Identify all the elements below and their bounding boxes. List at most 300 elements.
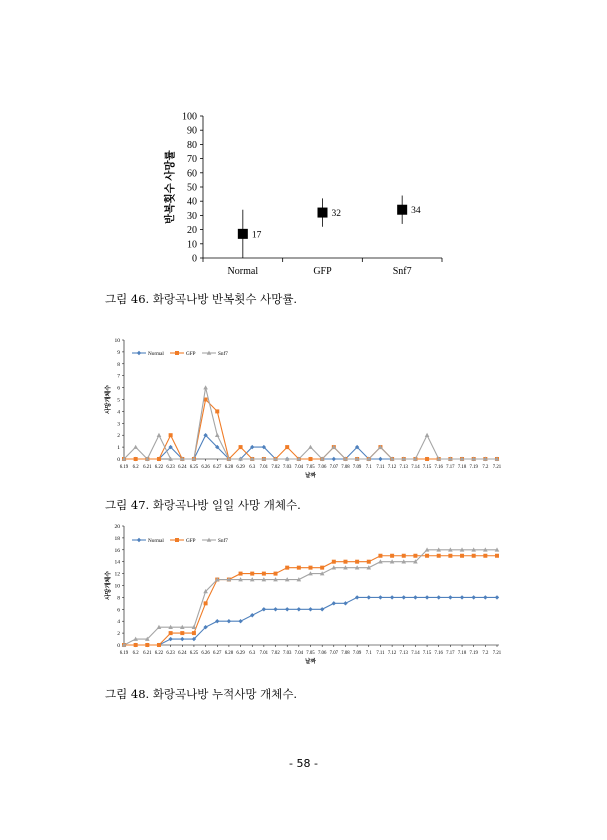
data-point-snf7 — [460, 457, 465, 461]
x-tick-label: 7.14 — [411, 465, 420, 470]
data-point-normal — [180, 637, 184, 641]
y-tick-label: 9 — [117, 349, 120, 356]
data-point-gfp — [180, 631, 184, 635]
x-tick-label: 7.06 — [317, 651, 327, 656]
data-point-gfp — [495, 457, 499, 461]
x-tick-label: 7.17 — [446, 465, 455, 470]
data-point-snf7 — [355, 565, 360, 569]
data-point-gfp — [318, 208, 328, 218]
data-point-gfp — [192, 631, 196, 635]
data-label: 34 — [411, 206, 421, 217]
series-line-snf7 — [124, 550, 497, 645]
data-point-normal — [250, 445, 254, 449]
legend-marker — [207, 538, 212, 542]
y-tick-label: 2 — [117, 631, 120, 638]
data-point-snf7 — [436, 457, 441, 461]
data-point-normal — [238, 457, 242, 461]
legend-entry: Normal — [148, 351, 164, 357]
x-tick-label: 6.22 — [154, 651, 164, 656]
x-tick-label: 6.3 — [249, 465, 256, 470]
data-point-snf7 — [320, 457, 325, 461]
data-point-snf7 — [227, 577, 232, 581]
legend-entry: GFP — [186, 351, 196, 357]
data-point-gfp — [157, 457, 161, 461]
data-point-gfp — [122, 457, 126, 461]
data-point-normal — [378, 595, 382, 599]
x-tick-label: 7.19 — [469, 651, 478, 656]
data-point-normal — [390, 457, 394, 461]
data-point-snf7 — [122, 457, 127, 461]
data-point-snf7 — [192, 625, 197, 629]
data-point-gfp — [285, 445, 289, 449]
y-axis-label: 사망개체수 — [106, 571, 112, 600]
x-tick-label: 7.05 — [306, 651, 315, 656]
figure-46-chart — [0, 0, 607, 290]
x-tick-label: 7.07 — [329, 651, 339, 656]
data-point-normal — [495, 457, 499, 461]
data-point-snf7 — [262, 577, 267, 581]
data-point-snf7 — [238, 577, 243, 581]
data-point-normal — [297, 607, 301, 611]
data-point-normal — [203, 625, 207, 629]
data-point-snf7 — [495, 457, 500, 461]
x-tick-label: 7.07 — [329, 465, 339, 470]
data-point-normal — [460, 457, 464, 461]
x-tick-label: 7.09 — [352, 465, 362, 470]
data-point-gfp — [145, 643, 149, 647]
x-tick-label: 7.16 — [434, 465, 443, 470]
data-point-snf7 — [122, 643, 127, 647]
data-point-snf7 — [215, 433, 220, 437]
data-point-normal — [378, 457, 382, 461]
data-point-normal — [192, 457, 196, 461]
x-tick-label: 7.21 — [492, 465, 502, 470]
x-tick-label: 7.15 — [422, 465, 432, 470]
y-tick-label: 8 — [117, 361, 120, 368]
data-point-normal — [308, 607, 312, 611]
x-tick-label: 6.25 — [189, 465, 199, 470]
data-point-normal — [145, 457, 149, 461]
data-point-gfp — [367, 457, 371, 461]
data-point-gfp — [239, 445, 243, 449]
y-tick-label: 80 — [187, 139, 197, 151]
legend-entry: Normal — [148, 538, 164, 544]
series-line-gfp — [124, 400, 497, 460]
data-point-gfp — [355, 560, 359, 564]
data-point-snf7 — [262, 457, 267, 461]
y-tick-label: 60 — [187, 168, 197, 180]
y-tick-label: 4 — [117, 619, 120, 626]
data-label: 17 — [251, 230, 262, 241]
x-tick-label: 6.27 — [213, 465, 222, 470]
x-tick-label: 6.24 — [178, 651, 187, 656]
data-point-gfp — [262, 572, 266, 576]
data-point-normal — [168, 445, 172, 449]
data-point-gfp — [343, 457, 347, 461]
y-tick-label: 90 — [187, 125, 197, 137]
x-tick-label: 6.27 — [213, 651, 222, 656]
x-tick-label: 7.11 — [376, 465, 385, 470]
data-point-gfp — [343, 560, 347, 564]
legend-marker — [137, 351, 141, 355]
x-tick-label: 7.09 — [352, 651, 362, 656]
data-point-snf7 — [203, 385, 208, 389]
data-point-normal — [402, 457, 406, 461]
x-tick-label: 7.02 — [271, 651, 280, 656]
data-point-gfp — [250, 572, 254, 576]
data-point-normal — [262, 607, 266, 611]
data-point-gfp — [192, 457, 196, 461]
x-tick-label: 7.06 — [317, 465, 327, 470]
legend-marker — [207, 351, 212, 355]
figure-48-caption: 그림 48. 화랑곡나방 누적사망 개체수. — [105, 687, 298, 701]
x-tick-label: 6.2 — [132, 465, 139, 470]
data-point-gfp — [390, 457, 394, 461]
data-point-gfp — [204, 601, 208, 605]
data-point-gfp — [483, 554, 487, 558]
data-point-gfp — [297, 566, 301, 570]
data-point-gfp — [425, 457, 429, 461]
data-point-normal — [343, 601, 347, 605]
data-point-snf7 — [285, 457, 290, 461]
data-point-gfp — [134, 457, 138, 461]
y-tick-label: 10 — [187, 239, 197, 251]
x-tick-label: 6.25 — [189, 651, 199, 656]
data-point-snf7 — [448, 547, 453, 551]
data-point-gfp — [472, 457, 476, 461]
data-point-gfp — [250, 457, 254, 461]
data-point-normal — [367, 595, 371, 599]
y-tick-label: 20 — [187, 225, 197, 237]
y-tick-label: 20 — [114, 524, 120, 530]
data-point-snf7 — [168, 625, 173, 629]
data-point-normal — [285, 607, 289, 611]
data-point-snf7 — [168, 457, 173, 461]
x-tick-label: 7.04 — [294, 465, 304, 470]
series-line-gfp — [124, 556, 497, 645]
data-point-snf7 — [425, 547, 430, 551]
x-tick-label: GFP — [313, 266, 332, 277]
data-point-snf7 — [215, 577, 220, 581]
data-point-normal — [483, 457, 487, 461]
y-tick-label: 18 — [114, 535, 120, 542]
data-point-snf7 — [145, 637, 150, 641]
data-point-snf7 — [366, 457, 371, 461]
data-point-snf7 — [332, 445, 337, 449]
y-tick-label: 6 — [117, 607, 120, 614]
data-point-normal — [471, 595, 475, 599]
x-axis-label: 날짜 — [305, 659, 316, 665]
x-tick-label: 6.28 — [224, 651, 234, 656]
data-point-snf7 — [308, 571, 313, 575]
y-tick-label: 50 — [187, 182, 197, 194]
data-point-snf7 — [378, 559, 383, 563]
series-line-normal — [124, 435, 497, 459]
data-point-normal — [157, 457, 161, 461]
data-point-gfp — [239, 572, 243, 576]
data-point-normal — [332, 601, 336, 605]
data-point-snf7 — [145, 457, 150, 461]
data-point-normal — [297, 457, 301, 461]
data-point-snf7 — [227, 457, 232, 461]
data-point-gfp — [367, 560, 371, 564]
data-point-gfp — [215, 578, 219, 582]
x-tick-label: 6.3 — [249, 651, 256, 656]
data-point-normal — [227, 619, 231, 623]
x-tick-label: 7.13 — [399, 651, 408, 656]
data-point-gfp — [145, 457, 149, 461]
data-point-snf7 — [471, 457, 476, 461]
data-point-gfp — [157, 643, 161, 647]
y-tick-label: 2 — [117, 433, 120, 440]
legend-marker — [175, 351, 179, 355]
data-point-normal — [215, 619, 219, 623]
data-point-snf7 — [343, 457, 348, 461]
data-point-snf7 — [436, 547, 441, 551]
x-tick-label: 7.2 — [482, 465, 489, 470]
data-point-gfp — [262, 457, 266, 461]
data-point-normal — [413, 595, 417, 599]
data-point-gfp — [297, 457, 301, 461]
data-point-gfp — [483, 457, 487, 461]
data-point-gfp — [285, 566, 289, 570]
y-tick-label: 100 — [182, 111, 197, 123]
x-tick-label: 7.03 — [282, 465, 292, 470]
data-point-snf7 — [401, 559, 406, 563]
data-point-gfp — [309, 457, 313, 461]
data-point-gfp — [122, 643, 126, 647]
data-point-normal — [145, 643, 149, 647]
y-tick-label: 0 — [117, 457, 120, 463]
data-point-gfp — [413, 457, 417, 461]
data-point-snf7 — [180, 457, 185, 461]
data-point-snf7 — [413, 457, 418, 461]
x-tick-label: 7.08 — [341, 651, 350, 656]
x-tick-label: 6.23 — [166, 465, 175, 470]
x-tick-label: 7.1 — [365, 465, 372, 470]
x-tick-label: Snf7 — [392, 266, 412, 277]
y-tick-label: 3 — [117, 421, 120, 428]
data-point-gfp — [402, 554, 406, 558]
data-point-normal — [168, 637, 172, 641]
data-point-snf7 — [471, 547, 476, 551]
y-tick-label: 14 — [114, 559, 120, 566]
data-point-normal — [448, 457, 452, 461]
x-tick-label: 7.08 — [341, 465, 350, 470]
x-tick-label: 7.01 — [259, 465, 269, 470]
data-point-snf7 — [285, 577, 290, 581]
x-tick-label: 6.19 — [119, 465, 129, 470]
data-point-gfp — [227, 457, 231, 461]
data-point-normal — [133, 457, 137, 461]
y-tick-label: 8 — [117, 595, 120, 602]
y-tick-label: 12 — [114, 571, 120, 578]
data-point-snf7 — [238, 457, 243, 461]
legend-marker — [137, 538, 141, 542]
data-point-gfp — [413, 554, 417, 558]
data-point-normal — [390, 595, 394, 599]
data-point-snf7 — [448, 457, 453, 461]
y-tick-label: 7 — [117, 373, 120, 380]
data-point-normal — [367, 457, 371, 461]
data-point-gfp — [320, 457, 324, 461]
data-point-normal — [133, 643, 137, 647]
legend-entry: GFP — [186, 538, 196, 544]
x-tick-label: 7.02 — [271, 465, 280, 470]
x-tick-label: 6.22 — [154, 465, 164, 470]
x-tick-label: 7.01 — [259, 651, 269, 656]
data-point-snf7 — [180, 625, 185, 629]
figure-47-caption: 그림 47. 화랑곡나방 일일 사망 개체수. — [105, 498, 301, 512]
legend-entry: Snf7 — [218, 351, 228, 357]
data-point-snf7 — [460, 547, 465, 551]
data-point-gfp — [332, 560, 336, 564]
data-point-snf7 — [133, 445, 138, 449]
figure-46-caption: 그림 46. 화랑곡나방 반복횟수 사망률. — [105, 292, 298, 306]
x-tick-label: 7.04 — [294, 651, 304, 656]
data-point-gfp — [134, 643, 138, 647]
y-tick-label: 0 — [192, 253, 197, 265]
y-tick-label: 5 — [117, 397, 120, 404]
x-tick-label: 7.03 — [282, 651, 292, 656]
data-point-gfp — [378, 554, 382, 558]
data-point-gfp — [437, 554, 441, 558]
data-point-snf7 — [203, 589, 208, 593]
data-point-gfp — [402, 457, 406, 461]
data-point-gfp — [169, 433, 173, 437]
data-point-snf7 — [250, 457, 255, 461]
data-point-gfp — [437, 457, 441, 461]
data-point-normal — [355, 595, 359, 599]
data-point-snf7 — [297, 457, 302, 461]
y-tick-label: 16 — [114, 547, 120, 554]
data-point-normal — [425, 595, 429, 599]
data-point-snf7 — [366, 565, 371, 569]
data-point-gfp — [355, 457, 359, 461]
data-point-gfp — [448, 457, 452, 461]
data-point-snf7 — [483, 457, 488, 461]
legend-marker — [175, 538, 179, 542]
y-tick-label: 1 — [117, 445, 120, 452]
data-point-gfp — [274, 572, 278, 576]
y-axis-label: 사망개체수 — [106, 385, 112, 414]
data-point-normal — [308, 457, 312, 461]
data-point-normal — [157, 643, 161, 647]
page-number: - 58 - — [289, 757, 318, 770]
y-tick-label: 10 — [114, 583, 120, 590]
x-tick-label: 7.13 — [399, 465, 408, 470]
data-point-snf7 — [192, 457, 197, 461]
x-tick-label: 7.1 — [365, 651, 372, 656]
data-point-normal — [471, 457, 475, 461]
data-point-normal — [402, 595, 406, 599]
data-point-snf7 — [397, 205, 407, 215]
x-tick-label: 6.21 — [143, 465, 152, 470]
x-tick-label: 6.2 — [132, 651, 139, 656]
data-point-snf7 — [273, 457, 278, 461]
data-point-normal — [425, 457, 429, 461]
data-point-snf7 — [273, 577, 278, 581]
data-point-normal — [238, 619, 242, 623]
data-point-gfp — [215, 409, 219, 413]
data-point-snf7 — [413, 559, 418, 563]
data-point-normal — [180, 457, 184, 461]
data-point-gfp — [472, 554, 476, 558]
x-tick-label: 7.2 — [482, 651, 489, 656]
data-point-gfp — [227, 578, 231, 582]
x-tick-label: 7.16 — [434, 651, 443, 656]
data-point-normal — [250, 613, 254, 617]
series-line-snf7 — [124, 388, 497, 459]
x-tick-label: 6.28 — [224, 465, 234, 470]
x-tick-label: 7.11 — [376, 651, 385, 656]
data-point-normal — [273, 457, 277, 461]
data-point-normal — [122, 643, 126, 647]
data-point-normal — [320, 607, 324, 611]
data-point-snf7 — [483, 547, 488, 551]
data-point-snf7 — [332, 565, 337, 569]
data-point-snf7 — [157, 433, 162, 437]
data-point-gfp — [274, 457, 278, 461]
x-tick-label: 6.24 — [178, 465, 187, 470]
data-point-normal — [320, 457, 324, 461]
x-tick-label: 7.12 — [387, 651, 397, 656]
x-tick-label: 6.21 — [143, 651, 152, 656]
data-point-normal — [122, 457, 126, 461]
data-point-normal — [273, 607, 277, 611]
x-tick-label: 6.29 — [236, 651, 245, 656]
series-line-normal — [124, 597, 497, 645]
data-point-snf7 — [495, 547, 500, 551]
y-tick-label: 70 — [187, 154, 197, 166]
x-tick-label: 6.19 — [119, 651, 129, 656]
data-point-snf7 — [378, 445, 383, 449]
x-tick-label: 7.21 — [492, 651, 502, 656]
data-point-normal — [215, 445, 219, 449]
y-tick-label: 4 — [117, 409, 120, 416]
x-tick-label: 7.05 — [306, 465, 315, 470]
y-tick-label: 0 — [117, 643, 120, 649]
x-tick-label: 6.26 — [201, 465, 210, 470]
data-point-snf7 — [320, 571, 325, 575]
legend-entry: Snf7 — [218, 538, 228, 544]
data-point-normal — [285, 457, 289, 461]
y-tick-label: 30 — [187, 210, 197, 222]
x-tick-label: 6.29 — [236, 465, 245, 470]
x-tick-label: 7.12 — [387, 465, 397, 470]
data-point-gfp — [460, 457, 464, 461]
x-tick-label: 6.26 — [201, 651, 210, 656]
data-point-gfp — [448, 554, 452, 558]
data-point-normal — [448, 595, 452, 599]
data-point-normal — [483, 595, 487, 599]
data-point-snf7 — [355, 457, 360, 461]
data-point-snf7 — [401, 457, 406, 461]
data-point-gfp — [320, 566, 324, 570]
data-point-normal — [343, 457, 347, 461]
x-tick-label: 7.19 — [469, 465, 478, 470]
data-point-gfp — [309, 566, 313, 570]
y-tick-label: 6 — [117, 385, 120, 392]
data-point-gfp — [460, 554, 464, 558]
data-point-snf7 — [390, 559, 395, 563]
x-tick-label: 7.14 — [411, 651, 420, 656]
data-point-normal — [437, 457, 441, 461]
data-point-gfp — [169, 631, 173, 635]
data-point-snf7 — [133, 637, 138, 641]
data-point-normal — [192, 637, 196, 641]
data-point-normal — [460, 595, 464, 599]
